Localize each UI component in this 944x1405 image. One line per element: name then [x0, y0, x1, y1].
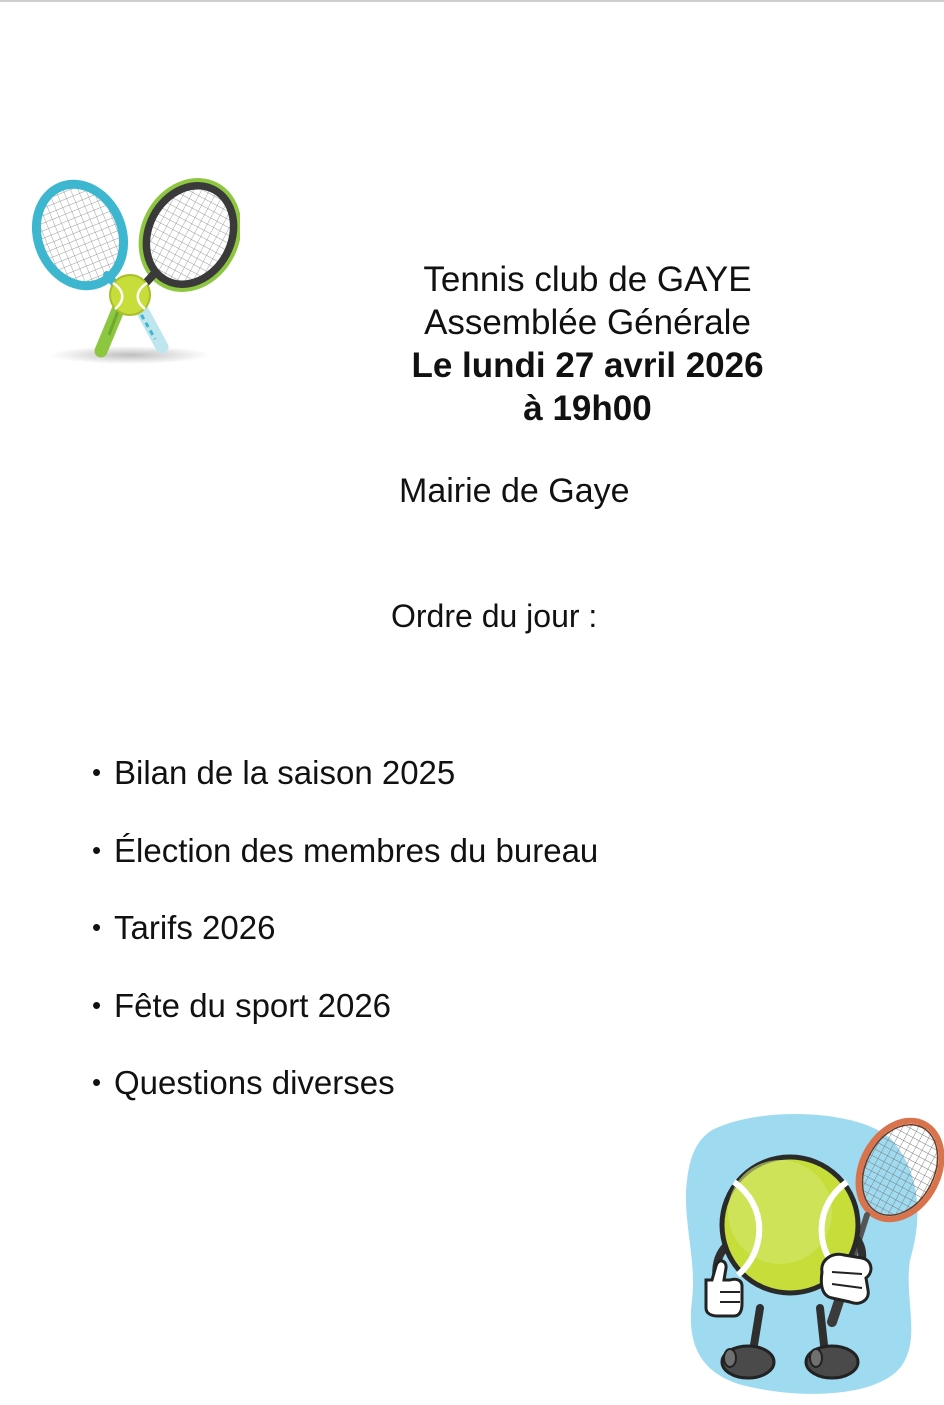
bullet-icon: • [92, 757, 102, 787]
bullet-icon: • [92, 912, 102, 942]
agenda-title: Ordre du jour : [391, 598, 598, 634]
bullet-icon: • [92, 834, 102, 865]
agenda-item-label: Tarifs 2026 [114, 909, 276, 946]
agenda-list [92, 752, 598, 1140]
agenda-item [92, 830, 598, 871]
venue: Mairie de Gaye [399, 472, 630, 510]
crossed-tennis-rackets-icon [25, 175, 240, 375]
agenda-item [92, 907, 598, 948]
event-time: à 19h00 [523, 389, 652, 428]
agenda-item [92, 1062, 598, 1103]
bullet-icon: • [92, 1067, 102, 1097]
event-title: Assemblée Générale [424, 303, 751, 342]
agenda-item-label: Élection des membres du bureau [114, 831, 599, 869]
bullet-icon: • [92, 989, 102, 1020]
agenda-item [92, 752, 598, 793]
agenda-item [92, 985, 598, 1026]
event-date: Le lundi 27 avril 2026 [411, 346, 764, 385]
agenda-item-label: Bilan de la saison 2025 [114, 754, 456, 791]
tennis-ball-mascot-icon [672, 1100, 944, 1400]
event-header [380, 258, 795, 430]
agenda-item-label: Questions diverses [114, 1064, 395, 1101]
top-divider [0, 0, 944, 2]
agenda-item-label: Fête du sport 2026 [114, 986, 392, 1024]
club-name: Tennis club de GAYE [423, 260, 752, 299]
